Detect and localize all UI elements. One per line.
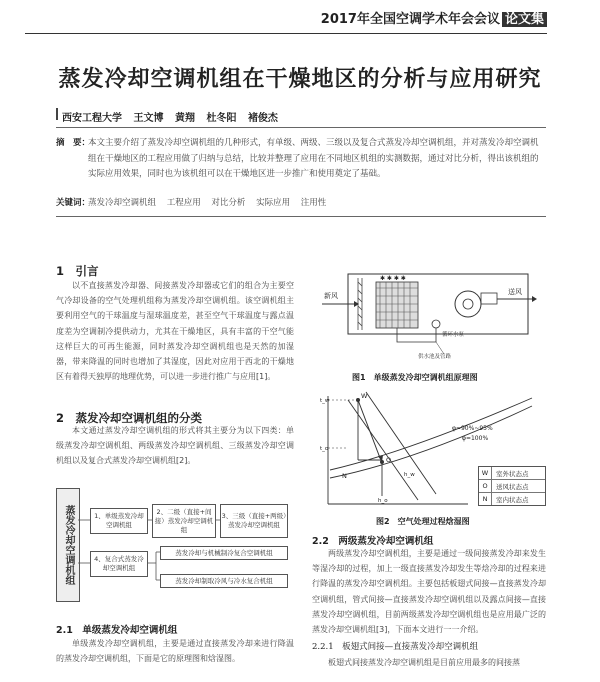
flow-node-two-stage: 2、二级（直接+间接）蒸发冷却空调机组 bbox=[152, 504, 216, 538]
section-paragraph: 以不直接蒸发冷却器、间接蒸发冷却器或它们的组合为主要空气冷却设备的空气处理机组称为蒸发冷却空调机组。该空调机组主要利用空气的干球温度与湿球温度差，甚至空气干球温度与露点温度差为空调制冷提供动力，尤其在干燥地区，具有丰富的干空气能这样巨大的可再生能源，同时蒸发冷却空调机组也是天然的加湿器，带来降温的同时也增加了其湿度，因此对应用于西北的干燥地区有着得天独厚的地理优势，可以进一步进行推广与应用[1]。 bbox=[56, 281, 294, 382]
divider bbox=[56, 127, 546, 128]
header-rule bbox=[25, 33, 547, 34]
abstract bbox=[56, 136, 546, 183]
fig1-label-pump: 循环水泵 bbox=[442, 332, 465, 338]
journal-header bbox=[321, 8, 547, 27]
flow-node-single: 1、单级蒸发冷却空调机组 bbox=[90, 508, 148, 534]
divider bbox=[56, 216, 546, 217]
section-paragraph: 两级蒸发冷却空调机组，主要是通过一级间接蒸发冷却来发生等湿冷却的过程，加上一级直接蒸发冷却发生等焓冷却的过程来进行降温的蒸发冷却空调机组。主要包括板翅式间接—直接蒸发冷却空调机组，管式间接—直接蒸发冷却空调机组以及露点间接—直接蒸发冷却空调机组，目前两级蒸发冷却空调机组也是应用最广泛的蒸发冷却空调机组[3]，下面本文进行一一介绍。 bbox=[312, 549, 546, 635]
section-paragraph: 板翅式间接蒸发冷却空调机组是目前应用最多的间接蒸 bbox=[328, 658, 520, 667]
svg-text:✱ ✱ ✱ ✱: ✱ ✱ ✱ ✱ bbox=[380, 275, 406, 282]
author: 褚俊杰 bbox=[247, 113, 278, 124]
legend-symbol: N bbox=[479, 493, 492, 505]
section-paragraph: 本文通过蒸发冷却空调机组的形式将其主要分为以下四类：单级蒸发冷却空调机组、两级蒸发冷却空调机组、三级蒸发冷却空调机组以及复合式蒸发冷却空调机组[2]。 bbox=[56, 426, 294, 466]
keywords-text: 蒸发冷却空调机组 工程应用 对比分析 实际应用 注用性 bbox=[88, 198, 327, 208]
fig2-hw: h_w bbox=[404, 472, 415, 478]
subsubsection-heading: 2.2.1 板翅式间接—直接蒸发冷却空调机组 bbox=[312, 642, 479, 652]
flow-node-composite: 4、复合式蒸发冷却空调机组 bbox=[90, 551, 148, 577]
fig2-phi2: φ=100% bbox=[462, 435, 489, 442]
legend-text: 室内状态点 bbox=[496, 495, 529, 504]
flow-sub-mechanical: 蒸发冷却与机械制冷复合空调机组 bbox=[160, 546, 288, 560]
legend-symbol: O bbox=[479, 480, 492, 492]
legend-row bbox=[479, 467, 545, 480]
fig2-ho: h_o bbox=[378, 498, 388, 504]
fig1-label-out: 送风 bbox=[508, 288, 522, 296]
legend-text: 室外状态点 bbox=[496, 469, 529, 478]
author-bar bbox=[56, 108, 58, 120]
journal-header-text: 2017年全国空调学术年会会议 bbox=[320, 12, 500, 27]
fig2-N: N bbox=[342, 472, 347, 480]
author: 黄翔 bbox=[174, 113, 195, 124]
fig1-label-pool: 供水池及管路 bbox=[418, 354, 452, 360]
fig1-caption: 图1 单级蒸发冷却空调机组原理图 bbox=[352, 373, 478, 382]
fig2-legend bbox=[478, 466, 546, 506]
author-line bbox=[62, 109, 286, 124]
affiliation: 西安工程大学 bbox=[62, 113, 122, 124]
legend-row bbox=[479, 480, 545, 493]
subsection-heading: 2.1 单级蒸发冷却空调机组 bbox=[56, 625, 178, 636]
fig2-tw: t_w bbox=[320, 398, 330, 404]
author: 杜冬阳 bbox=[206, 113, 237, 124]
subsection-heading: 2.2 两级蒸发冷却空调机组 bbox=[312, 536, 434, 547]
fig2-O: O bbox=[386, 456, 392, 464]
fig1-schematic bbox=[318, 268, 542, 360]
legend-symbol: W bbox=[479, 467, 492, 479]
fig2-phi1: φ=90%~95% bbox=[452, 425, 493, 432]
fig2-W: W bbox=[361, 392, 368, 400]
legend-row bbox=[479, 493, 545, 505]
fig2-to: t_o bbox=[320, 446, 329, 452]
journal-header-tag: 论文集 bbox=[502, 12, 547, 27]
flow-node-three-stage: 3、三级（直接+两级）蒸发冷却空调机组 bbox=[220, 504, 288, 538]
legend-text: 送风状态点 bbox=[496, 482, 529, 491]
author: 王文博 bbox=[133, 113, 164, 124]
fig2-caption: 图2 空气处理过程焓湿图 bbox=[376, 517, 470, 526]
paper-title: 蒸发冷却空调机组在干燥地区的分析与应用研究 bbox=[58, 66, 542, 92]
keywords-label: 关键词： bbox=[56, 198, 91, 208]
section-heading: 2 蒸发冷却空调机组的分类 bbox=[56, 411, 203, 425]
fig1-label-in: 新风 bbox=[324, 292, 338, 300]
abstract-text: 本文主要介绍了蒸发冷却空调机组的几种形式，有单级、两级、三级以及复合式蒸发冷却空调机组，并对蒸发冷却空调机组在干燥地区的工程应用做了归纳与总结，比较并整理了应用在不同地区机组的实测数据，通过对比分析，得出该机组的实际应用效果，同时也为该机组可以在干燥地区进一步推广和使用奠定了基础。 bbox=[88, 138, 539, 179]
keywords bbox=[56, 196, 546, 208]
section-paragraph: 单级蒸发冷却空调机组，主要是通过直接蒸发冷却来进行降温的蒸发冷却空调机组，下面是它的原理图和焓湿图。 bbox=[56, 639, 294, 664]
flow-root: 蒸发冷却空调机组 bbox=[56, 488, 80, 602]
flow-sub-water: 蒸发冷却制取冷风与冷水复合机组 bbox=[160, 574, 288, 588]
classification-flowchart bbox=[56, 488, 294, 600]
abstract-label: 摘 要： bbox=[56, 138, 91, 148]
section-heading: 1 引言 bbox=[56, 264, 99, 278]
